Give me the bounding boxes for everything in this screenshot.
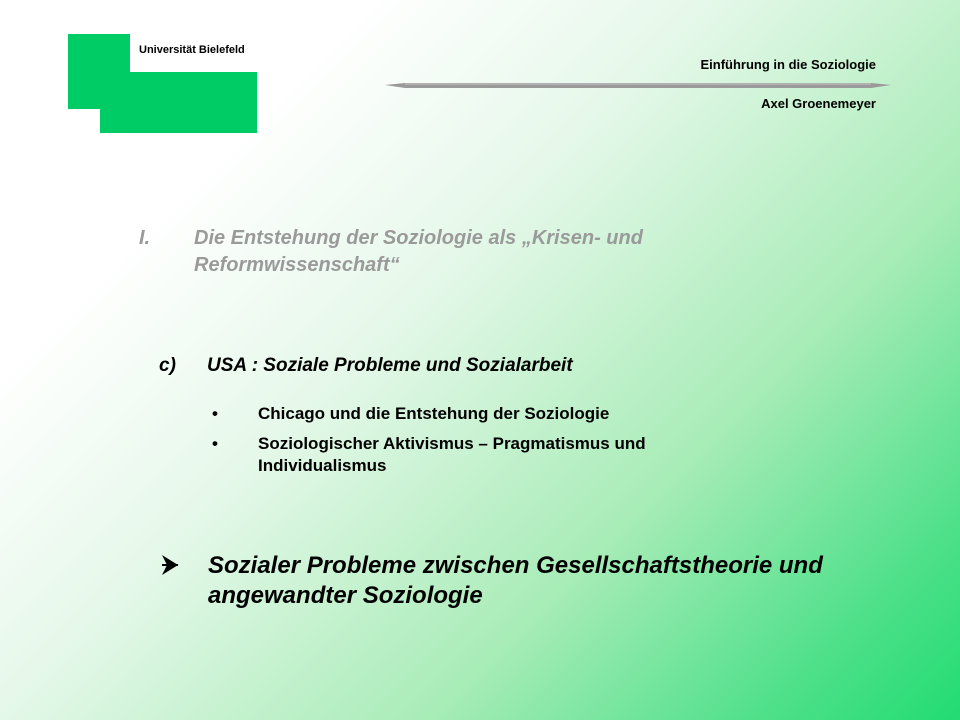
subsection-letter: c) xyxy=(159,355,176,376)
bullet-list xyxy=(212,403,772,485)
header-divider-line xyxy=(385,80,891,90)
bullet-marker: • xyxy=(212,404,218,423)
list-item xyxy=(212,433,772,477)
bullet-marker: • xyxy=(212,434,218,453)
bullet-text: Chicago und die Entstehung der Soziologie xyxy=(258,404,610,423)
section-heading xyxy=(139,225,779,279)
section-number: I. xyxy=(139,227,151,249)
bullet-text: Soziologischer Aktivismus – Pragmatismus und Individualismus xyxy=(258,434,646,475)
subsection-heading xyxy=(159,355,573,377)
highlight-text: Sozialer Probleme zwischen Gesellschaftstheorie und angewandter Soziologie xyxy=(208,552,823,609)
list-item xyxy=(212,403,772,425)
author-name: Axel Groenemeyer xyxy=(761,96,876,111)
highlight-item xyxy=(160,551,880,611)
arrow-bullet-icon xyxy=(160,553,180,577)
logo-block-right xyxy=(100,72,257,133)
university-name: Universität Bielefeld xyxy=(139,44,245,56)
subsection-title: USA : Soziale Probleme und Sozialarbeit xyxy=(207,355,573,376)
section-title: Die Entstehung der Soziologie als „Krisen- und Reformwissenschaft“ xyxy=(194,227,643,276)
course-title: Einführung in die Soziologie xyxy=(700,57,876,72)
